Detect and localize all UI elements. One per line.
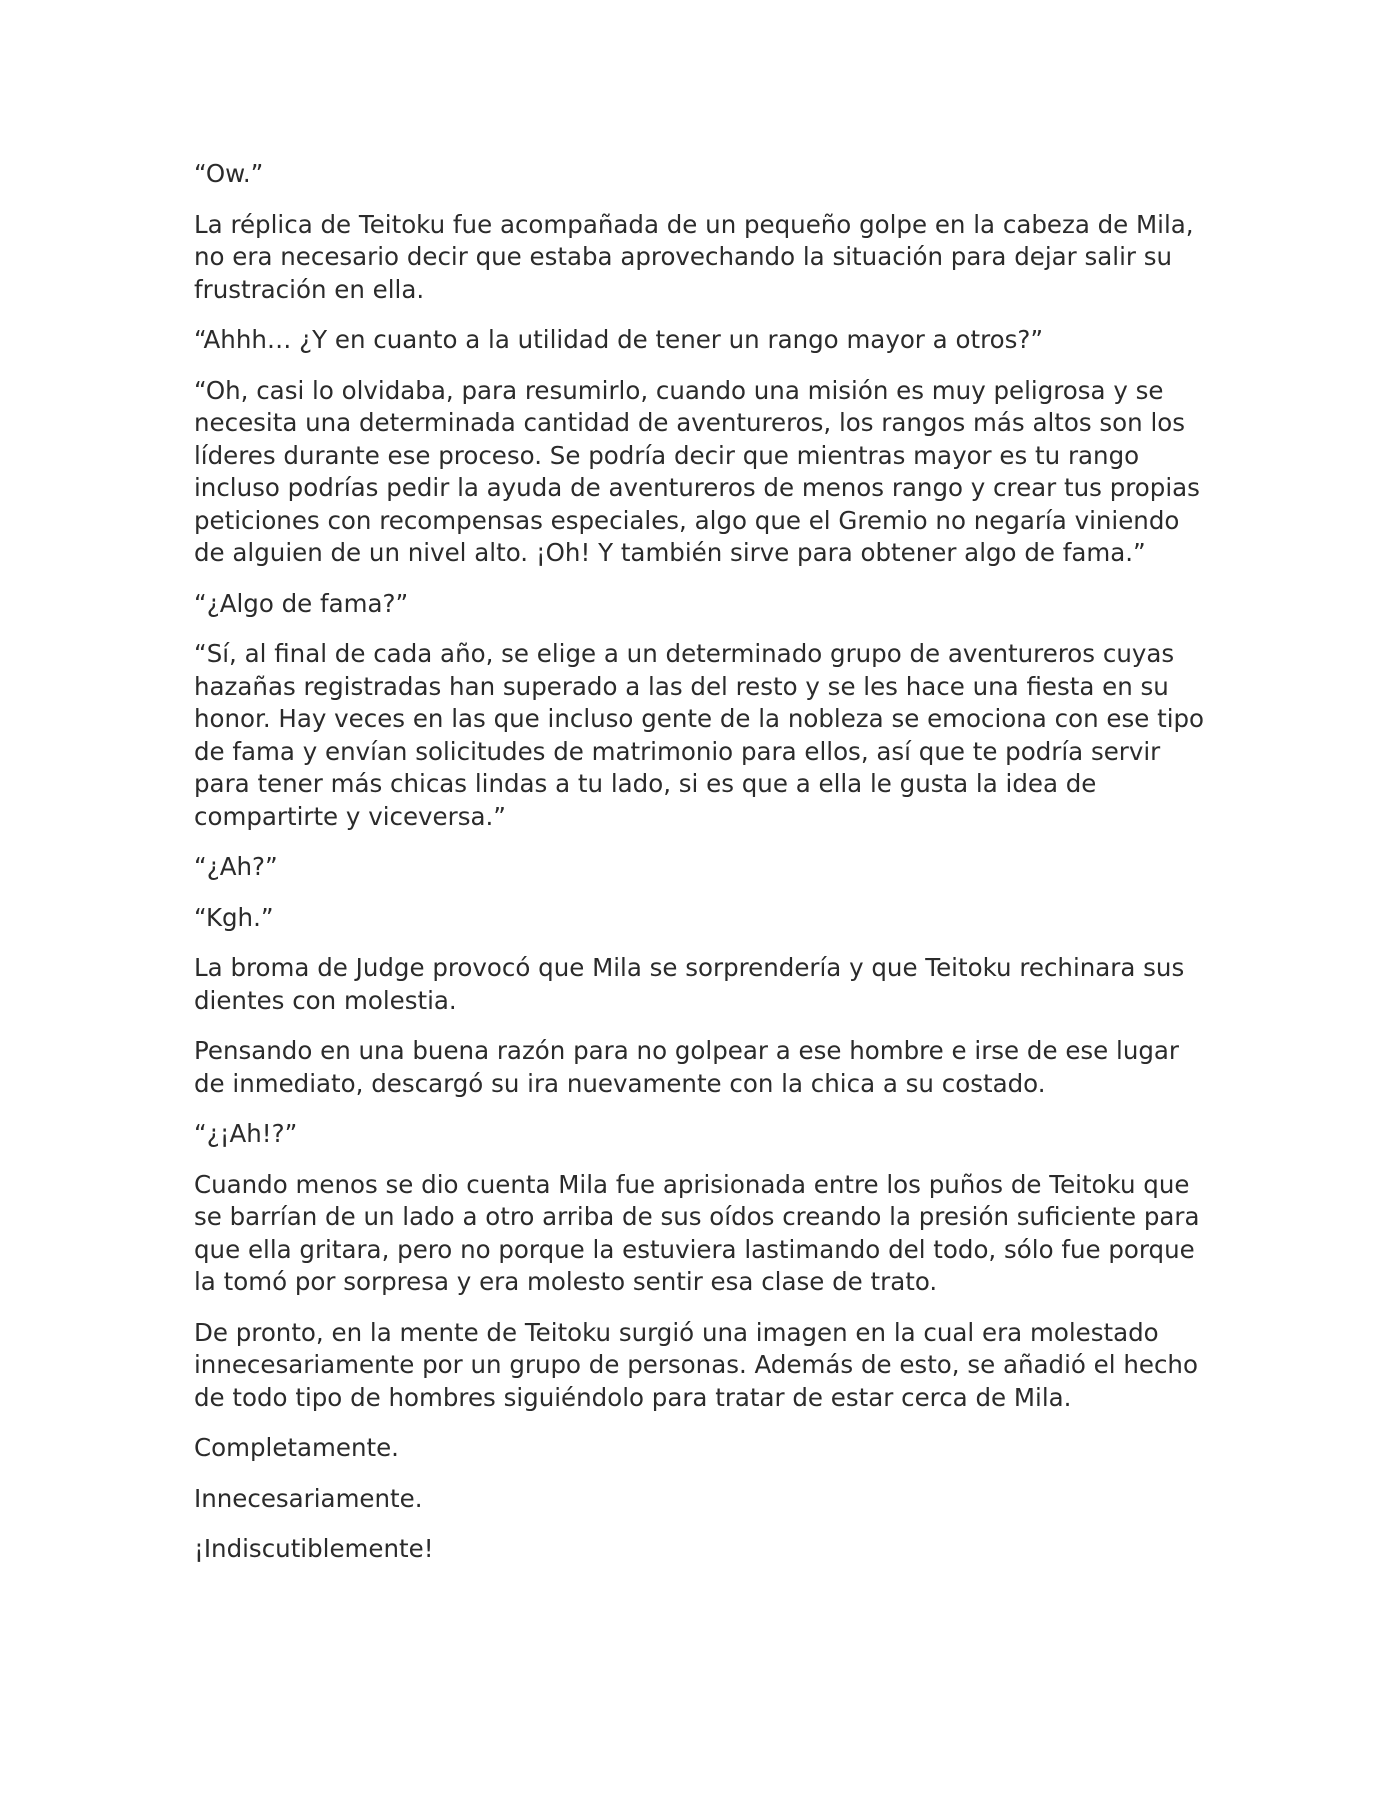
- paragraph: “¿Algo de fama?”: [194, 588, 409, 618]
- paragraph: La broma de Judge provocó que Mila se sorprendería y que Teitoku rechinara sus dientes con molestia.: [194, 953, 1185, 1015]
- paragraph: “Ahhh… ¿Y en cuanto a la utilidad de tener un rango mayor a otros?”: [194, 325, 1044, 354]
- paragraph: “Sí, al final de cada año, se elige a un determinado grupo de aventureros cuyas hazañas registradas han superado a las del resto y se les hace una fiesta en su honor. Hay veces en las que incluso gente de la nobleza se emociona con ese tipo de fama y envían solicitudes de matrimonio para ellos, así que te podría servir para tener más chicas lindas a tu lado, si es que a ella le gusta la idea de compartirte y viceversa.”: [194, 639, 1205, 831]
- paragraph: “¿Ah?”: [194, 852, 278, 881]
- paragraph: Innecesariamente.: [194, 1483, 423, 1513]
- paragraph: Pensando en una buena razón para no golpear a ese hombre e irse de ese lugar de inmediato, descargó su ira nuevamente con la chica a su costado.: [194, 1036, 1179, 1098]
- document-page: [194, 158, 1214, 1584]
- paragraph: “Kgh.”: [194, 902, 274, 932]
- paragraph: “Ow.”: [194, 159, 264, 188]
- paragraph: ¡Indiscutiblemente!: [194, 1534, 434, 1563]
- paragraph: “Oh, casi lo olvidaba, para resumirlo, cuando una misión es muy peligrosa y se necesita una determinada cantidad de aventureros, los rangos más altos son los líderes durante ese proceso. Se podría decir que mientras mayor es tu rango incluso podrías pedir la ayuda de aventureros de menos rango y crear tus propias peticiones con recompensas especiales, algo que el Gremio no negaría viniendo de alguien de un nivel alto. ¡Oh! Y también sirve para obtener algo de fama.”: [194, 375, 1200, 567]
- paragraph: “¿¡Ah!?”: [194, 1119, 298, 1148]
- paragraph: La réplica de Teitoku fue acompañada de un pequeño golpe en la cabeza de Mila, no era necesario decir que estaba aprovechando la situación para dejar salir su frustración en ella.: [194, 209, 1194, 304]
- paragraph: Completamente.: [194, 1433, 399, 1462]
- paragraph: De pronto, en la mente de Teitoku surgió una imagen en la cual era molestado innecesariamente por un grupo de personas. Además de esto, se añadió el hecho de todo tipo de hombres siguiéndolo para tratar de estar cerca de Mila.: [194, 1317, 1198, 1412]
- paragraph: Cuando menos se dio cuenta Mila fue aprisionada entre los puños de Teitoku que se barrían de un lado a otro arriba de sus oídos creando la presión suficiente para que ella gritara, pero no porque la estuviera lastimando del todo, sólo fue porque la tomó por sorpresa y era molesto sentir esa clase de trato.: [194, 1169, 1200, 1296]
